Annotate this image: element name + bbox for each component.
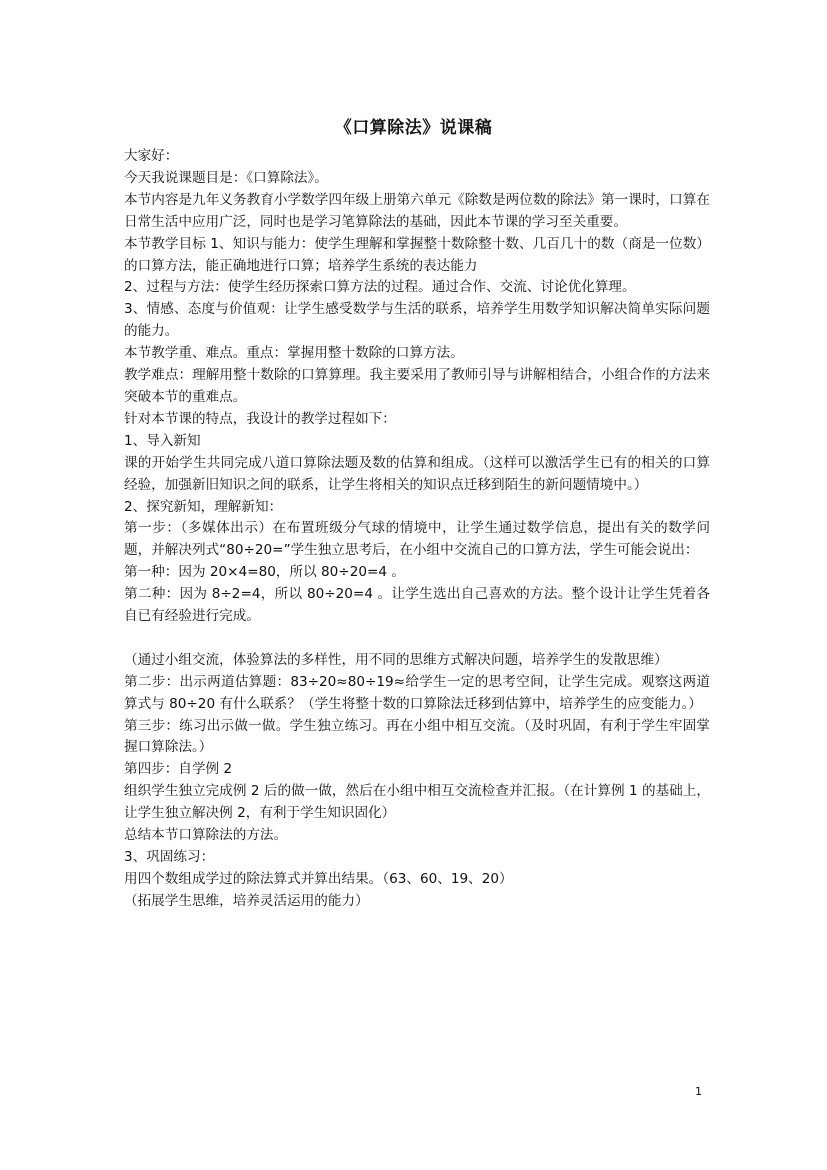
paragraph: 教学难点：理解用整十数除的口算算理。我主要采用了教师引导与讲解相结合，小组合作的方法来突破本节的重难点。 xyxy=(124,367,710,405)
paragraph: 第四步：自学例 2 xyxy=(124,761,233,778)
paragraph: 本节教学重、难点。重点：掌握用整十数除的口算方法。 xyxy=(124,345,464,362)
paragraph: 3、情感、态度与价值观：让学生感受数学与生活的联系，培养学生用数学知识解决简单实际问题的能力。 xyxy=(124,301,710,340)
paragraph: 本节教学目标 1、知识与能力：使学生理解和掌握整十数除整十数、几百几十的数（商是一位数）的口算方法，能正确地进行口算；培养学生系统的表达能力 xyxy=(124,235,710,274)
paragraph: （拓展学生思维，培养灵活运用的能力） xyxy=(124,892,369,909)
paragraph: 本节内容是九年义务教育小学数学四年级上册第六单元《除数是两位数的除法》第一课时，口算在日常生活中应用广泛，同时也是学习笔算除法的基础，因此本节课的学习至关重要。 xyxy=(124,191,710,230)
paragraph: （通过小组交流，体验算法的多样性，用不同的思维方式解决问题，培养学生的发散思维） xyxy=(124,651,668,668)
section-heading: 1、导入新知 xyxy=(124,432,201,449)
section-heading: 2、探究新知，理解新知： xyxy=(124,498,283,515)
paragraph: 第一种：因为 20×4=80，所以 80÷20=4 。 xyxy=(124,564,405,581)
blank-line xyxy=(124,628,710,650)
paragraph: 第一步：（多媒体出示）在布置班级分气球的情境中，让学生通过数学信息，提出有关的数学问题，并解决列式“80÷20=”学生独立思考后，在小组中交流自己的口算方法，学生可能会说出： xyxy=(124,520,710,559)
document-body xyxy=(124,146,710,913)
section-heading: 3、巩固练习： xyxy=(124,848,215,865)
paragraph: 第二步：出示两道估算题：83÷20≈80÷19≈给学生一定的思考空间，让学生完成。观察这两道算式与 80÷20 有什么联系？（学生将整十数的口算除法迁移到估算中，培养学生的应变能力。） xyxy=(124,673,710,712)
document-title: 《口算除法》说课稿 xyxy=(334,118,493,138)
paragraph: 今天我说课题目是：《口算除法》。 xyxy=(124,169,328,186)
paragraph: 第二种：因为 8÷2=4，所以 80÷20=4 。让学生选出自己喜欢的方法。整个设计让学生凭着各自已有经验进行完成。 xyxy=(124,586,710,625)
paragraph: 组织学生独立完成例 2 后的做一做，然后在小组中相互交流检查并汇报。（在计算例 1 的基础上，让学生独立解决例 2，有利于学生知识固化） xyxy=(124,783,710,822)
paragraph: 课的开始学生共同完成八道口算除法题及数的估算和组成。（这样可以激活学生已有的相关的口算经验，加强新旧知识之间的联系，让学生将相关的知识点迁移到陌生的新问题情境中。） xyxy=(124,454,710,493)
paragraph: 2、过程与方法：使学生经历探索口算方法的过程。通过合作、交流、讨论优化算理。 xyxy=(124,279,636,296)
paragraph: 大家好： xyxy=(124,148,179,164)
paragraph: 第三步：练习出示做一做。学生独立练习。再在小组中相互交流。（及时巩固，有利于学生牢固掌握口算除法。） xyxy=(124,717,710,756)
paragraph: 用四个数组成学过的除法算式并算出结果。（63、60、19、20） xyxy=(124,870,513,887)
paragraph: 总结本节口算除法的方法。 xyxy=(124,827,288,844)
page-number: 1 xyxy=(695,1085,702,1098)
paragraph: 针对本节课的特点，我设计的教学过程如下： xyxy=(124,410,396,427)
